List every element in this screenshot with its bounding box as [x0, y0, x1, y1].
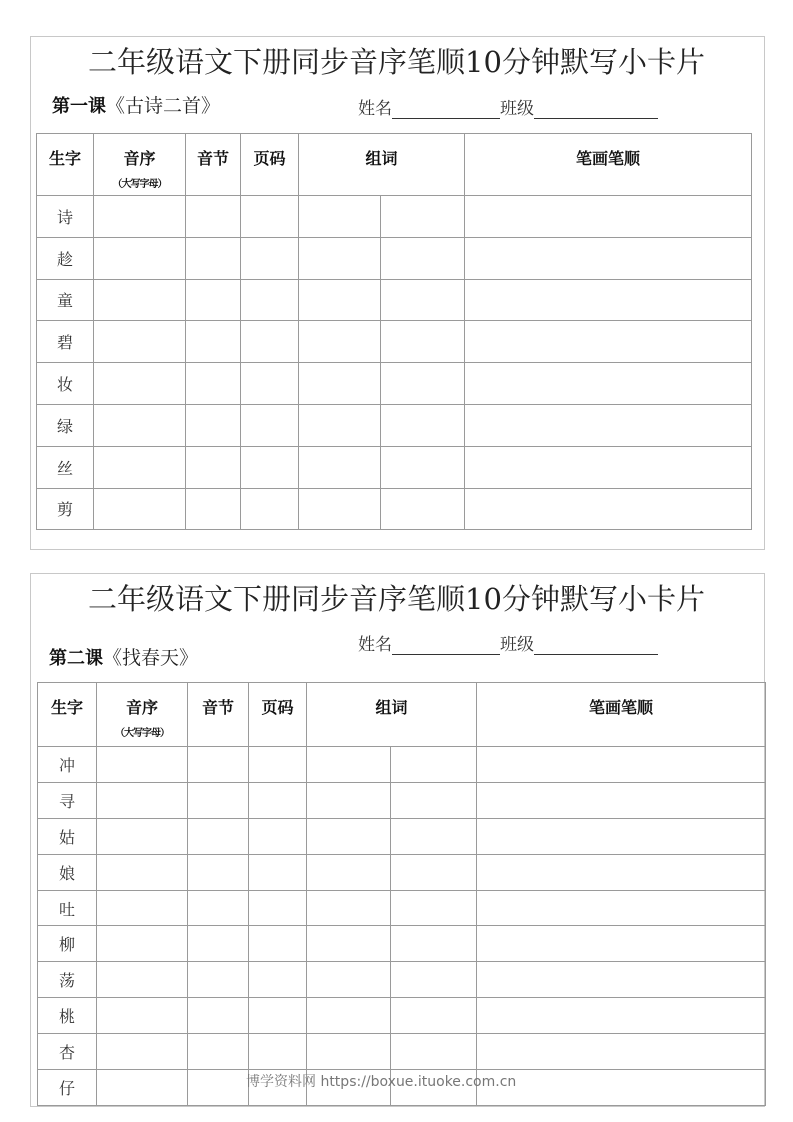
- word-1-cell[interactable]: [307, 998, 391, 1034]
- syllable-cell[interactable]: [188, 1034, 249, 1070]
- card-2-lesson: [49, 643, 198, 670]
- char-cell: 绿: [37, 404, 94, 446]
- strokes-cell[interactable]: [477, 782, 766, 818]
- syllable-cell[interactable]: [186, 196, 241, 238]
- watermark: 博学资料网 https://boxue.ituoke.com.cn: [246, 1074, 517, 1090]
- sequence-cell[interactable]: [97, 818, 188, 854]
- name-blank[interactable]: [392, 636, 500, 655]
- strokes-cell[interactable]: [477, 818, 766, 854]
- sequence-cell[interactable]: [94, 237, 186, 279]
- char-cell: 剪: [37, 488, 94, 530]
- syllable-cell[interactable]: [186, 488, 241, 530]
- card-1-lesson: [52, 91, 220, 118]
- page-cell[interactable]: [241, 196, 299, 238]
- syllable-cell[interactable]: [188, 782, 249, 818]
- strokes-cell[interactable]: [465, 488, 752, 530]
- strokes-cell[interactable]: [465, 404, 752, 446]
- char-cell: 趁: [37, 237, 94, 279]
- strokes-cell[interactable]: [465, 237, 752, 279]
- sequence-cell[interactable]: [97, 1034, 188, 1070]
- col-page: 页码: [241, 134, 299, 196]
- card-1-title: 二年级语文下册同步音序笔顺10分钟默写小卡片: [88, 45, 705, 79]
- word-1-cell[interactable]: [299, 404, 381, 446]
- card-1-name-class-fields: [358, 94, 658, 119]
- col-sequence: [94, 134, 186, 196]
- card-2-title: 二年级语文下册同步音序笔顺10分钟默写小卡片: [88, 582, 705, 616]
- char-cell: 柳: [38, 926, 97, 962]
- page-cell[interactable]: [249, 854, 307, 890]
- strokes-cell[interactable]: [465, 196, 752, 238]
- lesson-title: 《古诗二首》: [106, 95, 221, 117]
- table-row: [37, 237, 752, 279]
- word-1-cell[interactable]: [307, 890, 391, 926]
- strokes-cell[interactable]: [477, 1034, 766, 1070]
- sequence-cell[interactable]: [94, 404, 186, 446]
- page-cell[interactable]: [249, 782, 307, 818]
- page-cell[interactable]: [241, 237, 299, 279]
- strokes-cell[interactable]: [477, 962, 766, 998]
- lesson-number: 第一课: [52, 96, 106, 117]
- word-2-cell[interactable]: [381, 321, 465, 363]
- word-1-cell[interactable]: [299, 279, 381, 321]
- char-cell: 桃: [38, 998, 97, 1034]
- col-words: 组词: [307, 683, 477, 747]
- page-cell[interactable]: [249, 998, 307, 1034]
- strokes-cell[interactable]: [477, 747, 766, 783]
- table-row: [37, 196, 752, 238]
- strokes-cell[interactable]: [477, 890, 766, 926]
- word-2-cell[interactable]: [391, 854, 477, 890]
- word-1-cell[interactable]: [299, 196, 381, 238]
- page-cell[interactable]: [249, 890, 307, 926]
- word-1-cell[interactable]: [307, 747, 391, 783]
- table-row: [37, 363, 752, 405]
- col-char: 生字: [38, 683, 97, 747]
- word-1-cell[interactable]: [307, 962, 391, 998]
- name-blank[interactable]: [392, 100, 500, 119]
- syllable-cell[interactable]: [188, 818, 249, 854]
- word-2-cell[interactable]: [381, 196, 465, 238]
- char-cell: 妆: [37, 363, 94, 405]
- word-1-cell[interactable]: [307, 782, 391, 818]
- word-2-cell[interactable]: [391, 998, 477, 1034]
- sequence-cell[interactable]: [94, 279, 186, 321]
- table-row: [38, 782, 766, 818]
- syllable-cell[interactable]: [188, 747, 249, 783]
- col-sequence-label: 音序: [125, 698, 158, 717]
- syllable-cell[interactable]: [188, 998, 249, 1034]
- table-row: [38, 854, 766, 890]
- col-char: 生字: [37, 134, 94, 196]
- sequence-cell[interactable]: [97, 1070, 188, 1106]
- sequence-cell[interactable]: [97, 782, 188, 818]
- table-row: [37, 404, 752, 446]
- table-row: [38, 818, 766, 854]
- col-syllable: 音节: [188, 683, 249, 747]
- sequence-cell[interactable]: [97, 854, 188, 890]
- word-2-cell[interactable]: [381, 446, 465, 488]
- class-blank[interactable]: [534, 100, 658, 119]
- sequence-cell[interactable]: [94, 363, 186, 405]
- col-strokes: 笔画笔顺: [477, 683, 766, 747]
- col-page: 页码: [249, 683, 307, 747]
- sequence-cell[interactable]: [97, 890, 188, 926]
- header-row: [38, 683, 766, 747]
- syllable-cell[interactable]: [188, 890, 249, 926]
- word-1-cell[interactable]: [307, 854, 391, 890]
- lesson-title: 《找春天》: [103, 647, 199, 669]
- col-sequence-sub: （大写字母）: [115, 728, 169, 739]
- sequence-cell[interactable]: [94, 321, 186, 363]
- word-1-cell[interactable]: [299, 488, 381, 530]
- sequence-cell[interactable]: [94, 446, 186, 488]
- char-cell: 娘: [38, 854, 97, 890]
- syllable-cell[interactable]: [186, 279, 241, 321]
- word-2-cell[interactable]: [391, 926, 477, 962]
- sequence-cell[interactable]: [97, 962, 188, 998]
- page-cell[interactable]: [249, 818, 307, 854]
- col-sequence: [97, 683, 188, 747]
- word-2-cell[interactable]: [381, 237, 465, 279]
- word-2-cell[interactable]: [381, 363, 465, 405]
- char-cell: 吐: [38, 890, 97, 926]
- word-1-cell[interactable]: [299, 321, 381, 363]
- word-1-cell[interactable]: [299, 237, 381, 279]
- char-cell: 仔: [38, 1070, 97, 1106]
- sequence-cell[interactable]: [94, 488, 186, 530]
- word-1-cell[interactable]: [307, 818, 391, 854]
- table-row: [38, 890, 766, 926]
- strokes-cell[interactable]: [477, 926, 766, 962]
- word-2-cell[interactable]: [381, 279, 465, 321]
- word-2-cell[interactable]: [391, 747, 477, 783]
- page-cell[interactable]: [241, 279, 299, 321]
- class-label: 班级: [500, 99, 534, 119]
- syllable-cell[interactable]: [188, 1070, 249, 1106]
- word-2-cell[interactable]: [391, 962, 477, 998]
- table-row: [38, 1034, 766, 1070]
- word-2-cell[interactable]: [391, 782, 477, 818]
- syllable-cell[interactable]: [188, 926, 249, 962]
- strokes-cell[interactable]: [465, 446, 752, 488]
- table-row: [37, 488, 752, 530]
- table-row: [37, 279, 752, 321]
- name-label: 姓名: [358, 635, 392, 655]
- page-cell[interactable]: [249, 962, 307, 998]
- card-2-table: [37, 682, 766, 1106]
- col-syllable: 音节: [186, 134, 241, 196]
- page-cell[interactable]: [241, 488, 299, 530]
- strokes-cell[interactable]: [477, 998, 766, 1034]
- table-row: [38, 962, 766, 998]
- name-label: 姓名: [358, 99, 392, 119]
- word-1-cell[interactable]: [307, 926, 391, 962]
- strokes-cell[interactable]: [465, 279, 752, 321]
- page-cell[interactable]: [249, 1034, 307, 1070]
- table-row: [37, 446, 752, 488]
- char-cell: 荡: [38, 962, 97, 998]
- char-cell: 诗: [37, 196, 94, 238]
- char-cell: 碧: [37, 321, 94, 363]
- word-1-cell[interactable]: [299, 363, 381, 405]
- card-2-name-class-fields: [358, 630, 658, 655]
- char-cell: 寻: [38, 782, 97, 818]
- page-cell[interactable]: [241, 404, 299, 446]
- page-cell[interactable]: [249, 747, 307, 783]
- class-label: 班级: [500, 635, 534, 655]
- word-2-cell[interactable]: [381, 404, 465, 446]
- col-sequence-sub: （大写字母）: [112, 179, 167, 190]
- col-strokes: 笔画笔顺: [465, 134, 752, 196]
- table-row: [38, 926, 766, 962]
- sequence-cell[interactable]: [94, 196, 186, 238]
- page-cell[interactable]: [241, 321, 299, 363]
- sequence-cell[interactable]: [97, 926, 188, 962]
- word-2-cell[interactable]: [391, 890, 477, 926]
- char-cell: 童: [37, 279, 94, 321]
- page-cell[interactable]: [241, 446, 299, 488]
- col-sequence-label: 音序: [123, 149, 156, 168]
- syllable-cell[interactable]: [186, 446, 241, 488]
- word-2-cell[interactable]: [391, 818, 477, 854]
- syllable-cell[interactable]: [188, 854, 249, 890]
- word-2-cell[interactable]: [381, 488, 465, 530]
- class-blank[interactable]: [534, 636, 658, 655]
- char-cell: 冲: [38, 747, 97, 783]
- char-cell: 杏: [38, 1034, 97, 1070]
- syllable-cell[interactable]: [186, 321, 241, 363]
- strokes-cell[interactable]: [477, 854, 766, 890]
- strokes-cell[interactable]: [465, 363, 752, 405]
- word-2-cell[interactable]: [391, 1034, 477, 1070]
- sequence-cell[interactable]: [97, 747, 188, 783]
- lesson-number: 第二课: [49, 648, 103, 669]
- table-row: [38, 998, 766, 1034]
- page-cell[interactable]: [241, 363, 299, 405]
- syllable-cell[interactable]: [186, 363, 241, 405]
- table-row: [38, 747, 766, 783]
- char-cell: 姑: [38, 818, 97, 854]
- syllable-cell[interactable]: [186, 237, 241, 279]
- page-cell[interactable]: [249, 926, 307, 962]
- card-1-table: [36, 133, 752, 530]
- word-1-cell[interactable]: [307, 1034, 391, 1070]
- header-row: [37, 134, 752, 196]
- sequence-cell[interactable]: [97, 998, 188, 1034]
- char-cell: 丝: [37, 446, 94, 488]
- word-1-cell[interactable]: [299, 446, 381, 488]
- table-row: [37, 321, 752, 363]
- strokes-cell[interactable]: [465, 321, 752, 363]
- syllable-cell[interactable]: [186, 404, 241, 446]
- syllable-cell[interactable]: [188, 962, 249, 998]
- strokes-cell[interactable]: [477, 1070, 766, 1106]
- col-words: 组词: [299, 134, 465, 196]
